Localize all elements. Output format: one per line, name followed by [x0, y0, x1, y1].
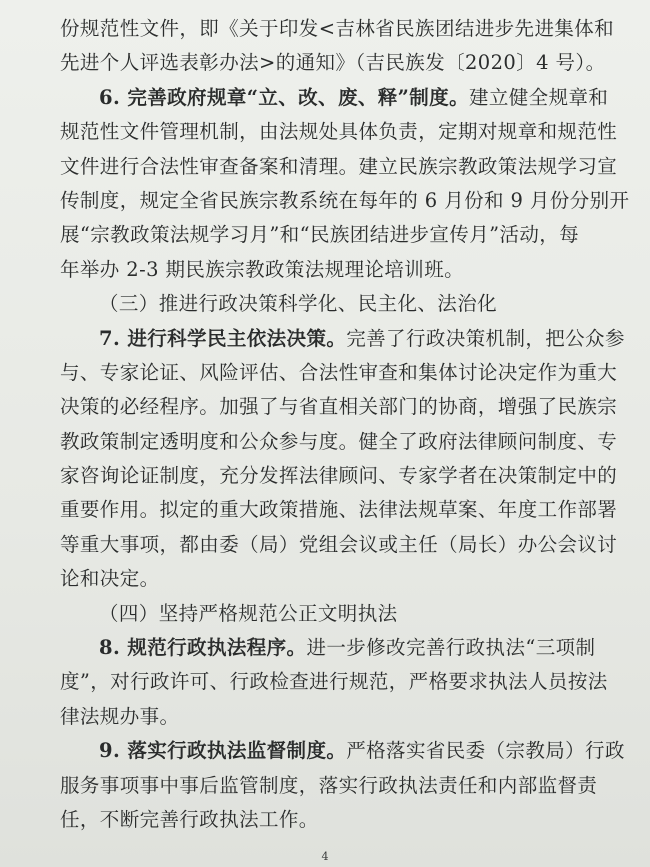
body-line: 论和决定。: [60, 567, 160, 591]
body-line: 决策的必经程序。加强了与省直相关部门的协商，增强了民族宗: [60, 395, 618, 419]
item-8-paragraph: [60, 631, 620, 665]
item-8-heading: 8. 规范行政执法程序。: [99, 636, 307, 660]
section-heading-3: （三）推进行政决策科学化、民主化、法治化: [99, 292, 498, 316]
body-text: 进一步修改完善行政执法“三项制: [306, 636, 596, 660]
body-line: 规范性文件管理机制，由法规处具体负责，定期对规章和规范性: [60, 120, 618, 144]
body-line: 文件进行合法性审查备案和清理。建立民族宗教政策法规学习宣: [60, 154, 618, 178]
body-line: 律法规办事。: [60, 704, 180, 728]
body-line: 份规范性文件，即《关于印发<吉林省民族团结进步先进集体和: [60, 17, 615, 40]
body-line: 先进个人评选表彰办法>的通知》（吉民族发〔2020〕4 号）。: [60, 51, 606, 75]
body-line: 服务事项事中事后监管制度，落实行政执法责任和内部监督责: [60, 773, 598, 797]
body-line: 年举办 2-3 期民族宗教政策法规理论培训班。: [60, 257, 464, 281]
body-line: 与、专家论证、风险评估、合法性审查和集体讨论决定作为重大: [60, 360, 618, 384]
item-7-paragraph: [60, 322, 625, 356]
section-heading-4: （四）坚持严格规范公正文明执法: [99, 601, 398, 625]
item-6-paragraph: [60, 81, 620, 115]
body-text: 建立健全规章和: [468, 85, 609, 109]
body-line: 任，不断完善行政执法工作。: [60, 807, 319, 831]
body-text: 严格落实省民委（宗教局）行政: [346, 739, 625, 763]
item-9-paragraph: [60, 734, 625, 768]
page-number: 4: [321, 850, 329, 863]
body-line: 展“宗教政策法规学习月”和“民族团结进步宣传月”活动，每: [60, 223, 580, 247]
body-line: 重要作用。拟定的重大政策措施、法律法规草案、年度工作部署: [60, 498, 618, 522]
item-9-heading: 9. 落实行政执法监督制度。: [99, 739, 347, 763]
item-6-heading: 6. 完善政府规章“立、改、废、释”制度。: [99, 85, 469, 109]
item-7-heading: 7. 进行科学民主依法决策。: [99, 326, 347, 350]
body-text: 完善了行政决策机制，把公众参: [346, 326, 625, 350]
body-line: 教政策制定透明度和公众参与度。健全了政府法律顾问制度、专: [60, 429, 618, 453]
body-line: 度”，对行政许可、行政检查进行规范，严格要求执法人员按法: [60, 670, 608, 694]
body-line: 等重大事项，都由委（局）党组会议或主任（局长）办公会议讨: [60, 532, 618, 556]
body-line: 传制度，规定全省民族宗教系统在每年的 6 月份和 9 月份分别开: [60, 188, 630, 212]
body-line: 家咨询论证制度，充分发挥法律顾问、专家学者在决策制定中的: [60, 464, 618, 488]
